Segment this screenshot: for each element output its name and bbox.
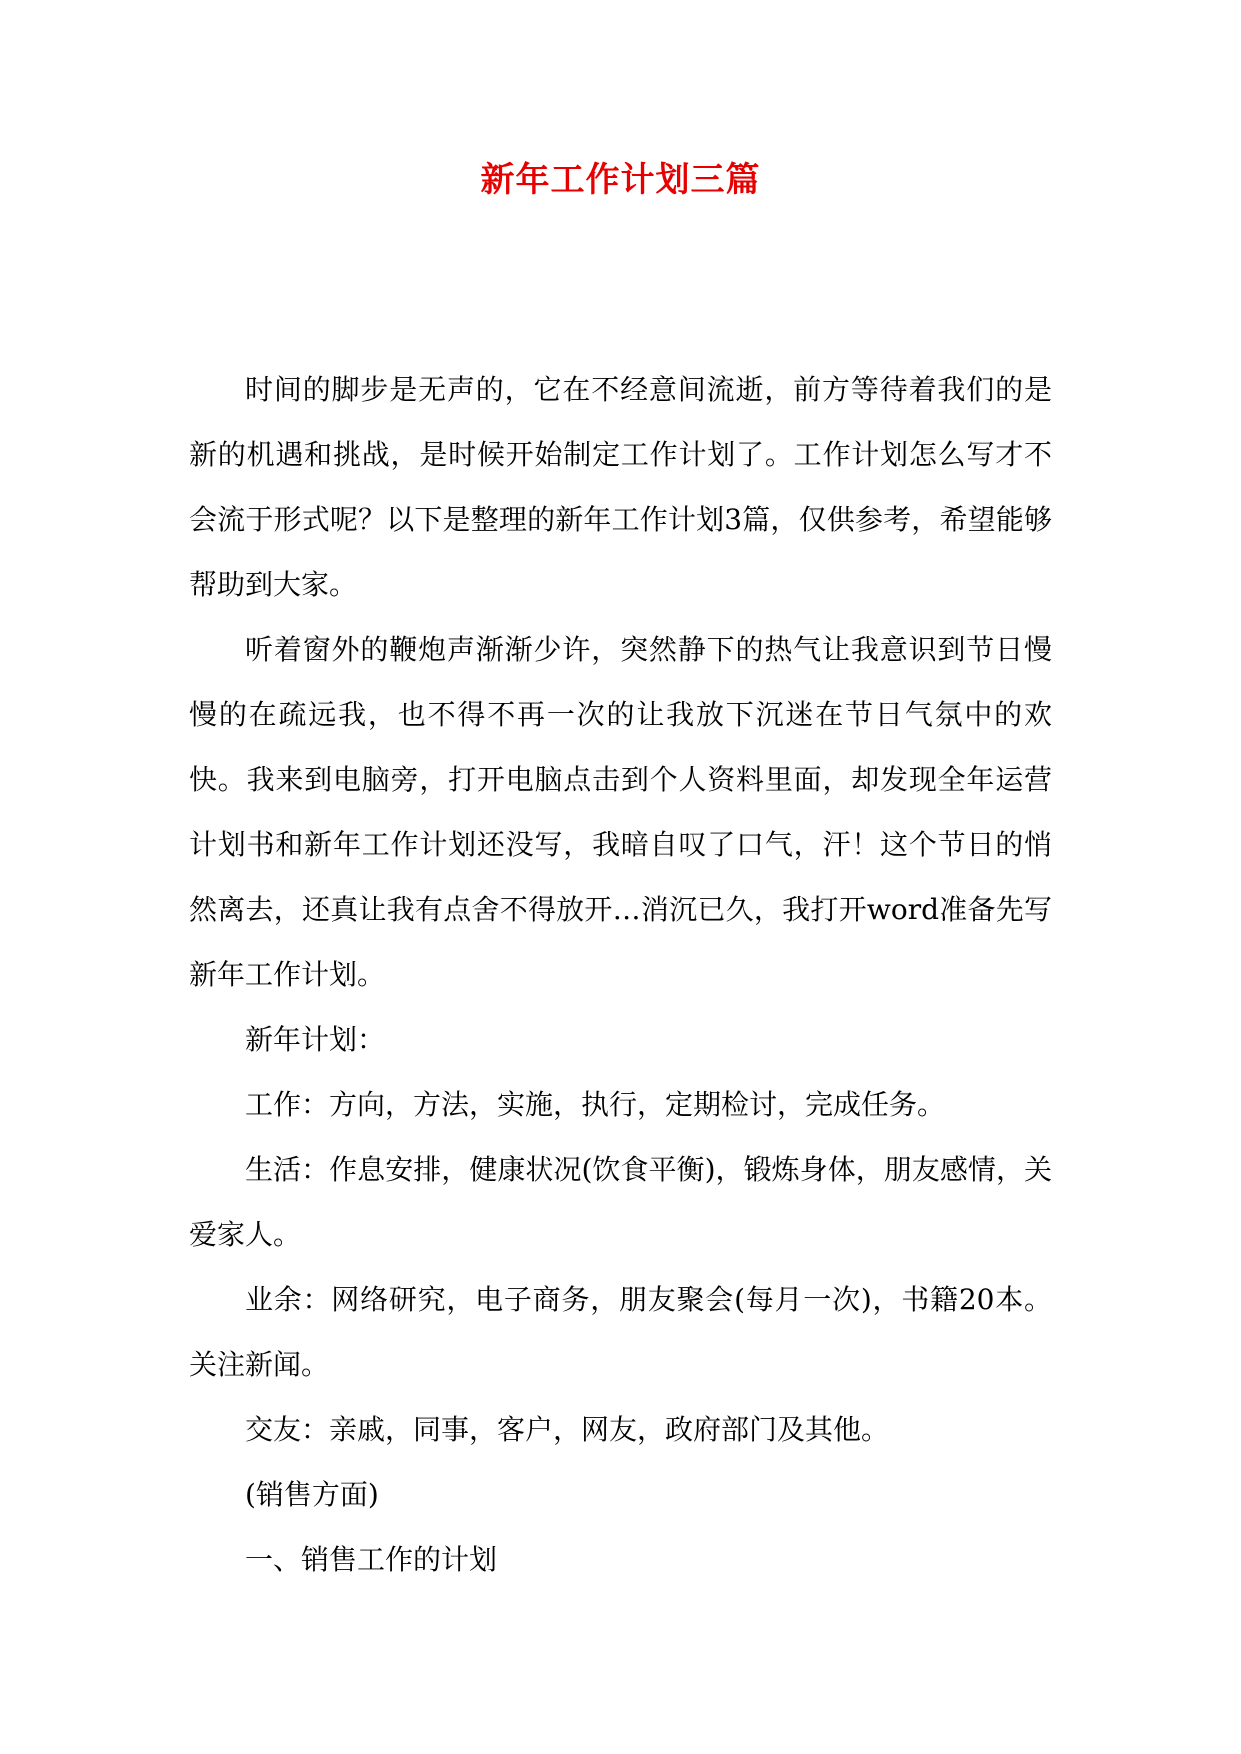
paragraph-intro: 时间的脚步是无声的，它在不经意间流逝，前方等待着我们的是新的机遇和挑战，是时候开始制定工作计划了。工作计划怎么写才不会流于形式呢？以下是整理的新年工作计划3篇，仅供参考，希望能够帮助到大家。 (189, 373, 1052, 601)
paragraph-sales-plan-heading: 一、销售工作的计划 (245, 1543, 498, 1576)
document-body (189, 357, 1052, 1592)
paragraph-work: 工作：方向，方法，实施，执行，定期检讨，完成任务。 (245, 1088, 946, 1121)
document-title: 新年工作计划三篇 (480, 160, 761, 200)
paragraph-plan-heading: 新年计划： (245, 1023, 386, 1056)
paragraph-friends: 交友：亲戚，同事，客户，网友，政府部门及其他。 (245, 1413, 890, 1446)
paragraph-leisure: 业余：网络研究，电子商务，朋友聚会(每月一次)，书籍20本。关注新闻。 (189, 1283, 1052, 1381)
paragraph-story: 听着窗外的鞭炮声渐渐少许，突然静下的热气让我意识到节日慢慢的在疏远我，也不得不再一次的让我放下沉迷在节日气氛中的欢快。我来到电脑旁，打开电脑点击到个人资料里面，却发现全年运营计划书和新年工作计划还没写，我暗自叹了口气，汗！这个节日的悄然离去，还真让我有点舍不得放开…消沉已久，我打开word准备先写新年工作计划。 (189, 633, 1052, 991)
paragraph-sales-section: (销售方面) (245, 1478, 379, 1511)
paragraph-life: 生活：作息安排，健康状况(饮食平衡)，锻炼身体，朋友感情，关爱家人。 (189, 1153, 1052, 1251)
